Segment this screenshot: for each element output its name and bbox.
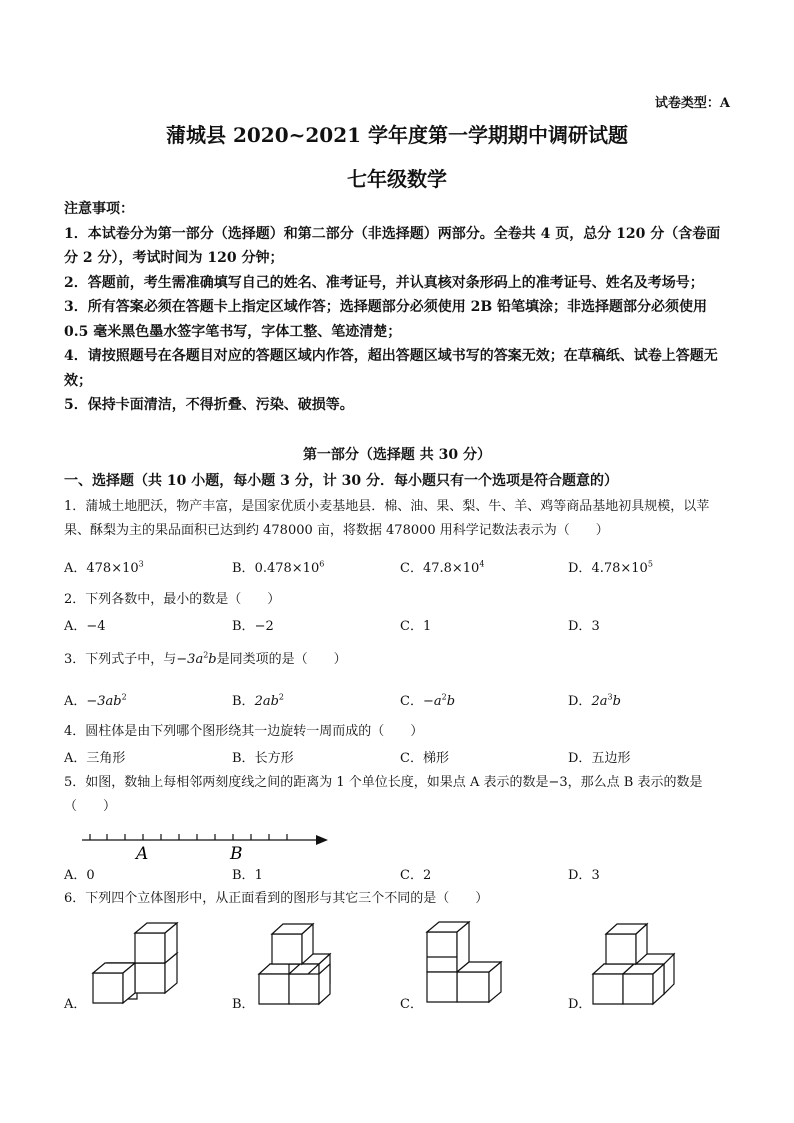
number-line-figure <box>78 826 334 866</box>
question-4-stem: 4．圆柱体是由下列哪个图形绕其一边旋转一周而成的（ ） <box>64 724 424 739</box>
cube-figure-d <box>590 920 680 1010</box>
q2-option-d: D．3 <box>568 619 600 634</box>
cube-figure-b <box>256 920 346 1010</box>
q4-option-a: A．三角形 <box>64 751 126 766</box>
notice-item: 2．答题前，考生需准确填写自己的姓名、准考证号，并认真核对条形码上的准考证号、姓名及考场号； <box>64 274 704 291</box>
question-5-stem: 5．如图，数轴上每相邻两刻度线之间的距离为 1 个单位长度，如果点 A 表示的数是−3，那么点 B 表示的数是（ ） <box>64 775 703 814</box>
q6-option-d: D． <box>568 997 592 1012</box>
point-b-label: B <box>230 844 243 864</box>
notice-item: 1．本试卷分为第一部分（选择题）和第二部分（非选择题）两部分。全卷共 4 页，总分 120 分（含卷面分 2 分），考试时间为 120 分钟； <box>64 225 721 266</box>
number-line-arrow <box>316 835 328 845</box>
q5-option-b: B．1 <box>232 868 263 883</box>
notice-item: 4．请按照题号在各题目对应的答题区域内作答，超出答题区域书写的答案无效；在草稿纸、试卷上答题无效； <box>64 348 718 389</box>
question-6-stem: 6．下列四个立体图形中，从正面看到的图形与其它三个不同的是（ ） <box>64 891 489 906</box>
notice-heading: 注意事项： <box>64 201 134 217</box>
notice-item: 3．所有答案必须在答题卡上指定区域作答；选择题部分必须使用 2B 铅笔填涂；非选择题部分必须使用 0.5 毫米黑色墨水签字笔书写，字体工整、笔迹清楚； <box>64 299 708 340</box>
q1-option-c: C．$47.8\times 10^4$ <box>400 559 485 576</box>
number-line-ticks <box>90 834 287 840</box>
cube-figure-a <box>88 917 188 1009</box>
q6-option-c: C． <box>400 997 423 1012</box>
q4-option-d: D．五边形 <box>568 751 631 766</box>
question-1-stem: 1．蒲城土地肥沃，物产丰富，是国家优质小麦基地县．棉、油、果、梨、牛、羊、鸡等商品基地初具规模，以苹果、酥梨为主的果品面积已达到约 478000 亩，将数据 478000 用科学记数法表示为（ ） <box>64 499 710 538</box>
cube-figure-c <box>422 914 508 1008</box>
exam-subtitle: 七年级数学 <box>347 167 447 191</box>
q1-option-b: B．$0.478\times 10^6$ <box>232 559 325 576</box>
q4-option-c: C．梯形 <box>400 751 449 766</box>
q5-option-a: A．0 <box>64 868 95 883</box>
q6-option-a: A． <box>64 997 87 1012</box>
q2-option-c: C．1 <box>400 619 432 634</box>
q3-option-c: C．$-a^2b$ <box>400 692 456 709</box>
notice-block <box>64 197 730 418</box>
q1-option-d: D．$4.78\times 10^5$ <box>568 559 653 576</box>
q6-option-b: B． <box>232 997 255 1012</box>
paper-type: 试卷类型：A <box>654 96 730 111</box>
q3-option-b: B．$2ab^2$ <box>232 692 284 709</box>
q4-option-b: B．长方形 <box>232 751 294 766</box>
exam-title: 蒲城县 2020~2021 学年度第一学期期中调研试题 <box>165 123 628 147</box>
q2-option-a: A．−4 <box>64 619 106 634</box>
q1-option-a: A．$478\times 10^3$ <box>64 559 144 576</box>
question-3-stem: 3．下列式子中，与$-3a^2b$是同类项的是（ ） <box>64 650 347 667</box>
question-2-stem: 2．下列各数中，最小的数是（ ） <box>64 592 281 607</box>
notice-item: 5．保持卡面清洁，不得折叠、污染、破损等。 <box>64 397 354 413</box>
q5-option-d: D．3 <box>568 868 600 883</box>
q3-option-a: A．$-3ab^2$ <box>64 692 127 709</box>
q3-option-d: D．$2a^3b$ <box>568 692 621 709</box>
part-one-heading: 第一部分（选择题 共 30 分） <box>302 447 492 463</box>
section-one-heading: 一、选择题（共 10 小题，每小题 3 分，计 30 分．每小题只有一个选项是符合题意的） <box>64 473 618 489</box>
q2-option-b: B．−2 <box>232 619 274 634</box>
point-a-label: A <box>136 844 149 864</box>
q5-option-c: C．2 <box>400 868 432 883</box>
